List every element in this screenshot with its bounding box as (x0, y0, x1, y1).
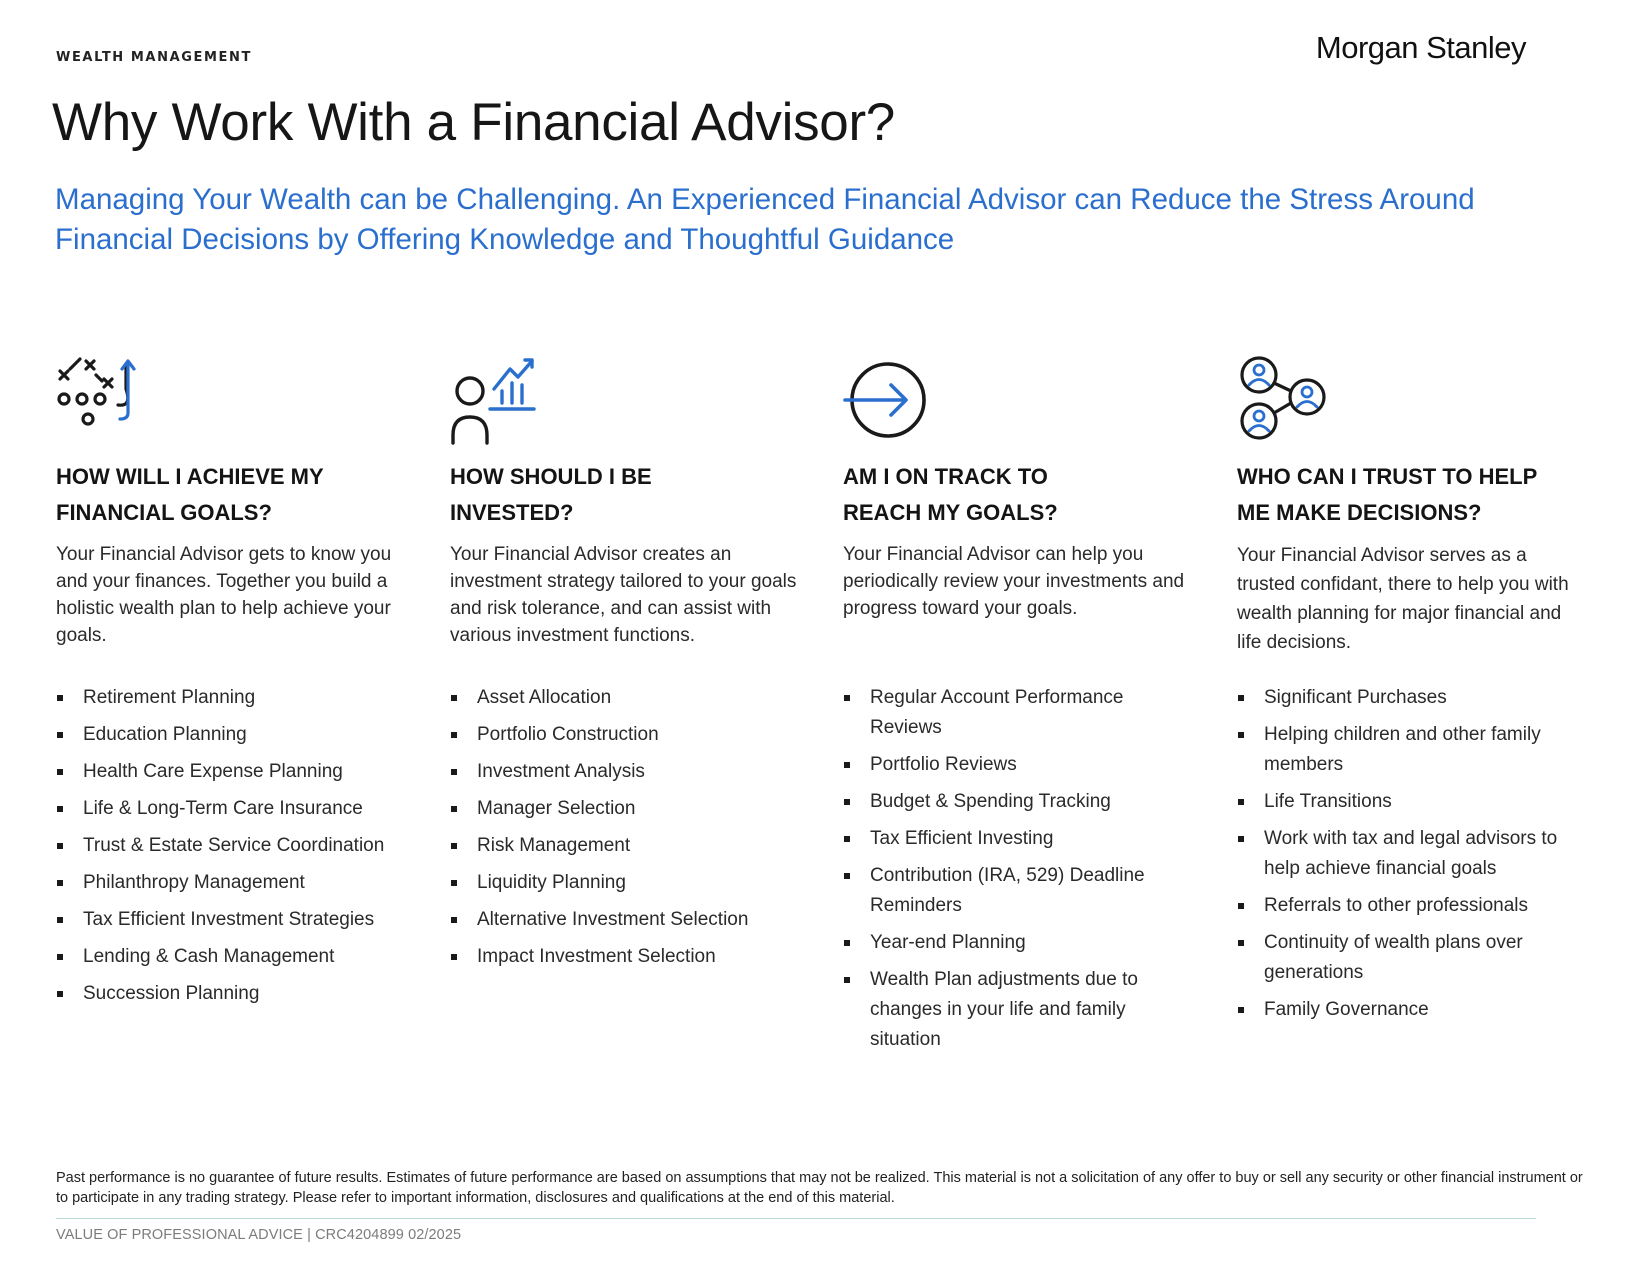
list-item: Continuity of wealth plans over generations (1237, 928, 1534, 988)
list-item: Liquidity Planning (450, 868, 800, 898)
list-item: Family Governance (1237, 995, 1597, 1025)
list-item: Trust & Estate Service Coordination (56, 831, 406, 861)
person-chart-icon (450, 355, 800, 449)
list-item: Health Care Expense Planning (56, 757, 406, 787)
strategy-play-icon (56, 355, 406, 449)
list-item: Portfolio Reviews (843, 750, 1153, 780)
list-item: Succession Planning (56, 979, 406, 1009)
list-item: Education Planning (56, 720, 406, 750)
list-item: Budget & Spending Tracking (843, 787, 1153, 817)
list-item: Life & Long-Term Care Insurance (56, 794, 406, 824)
list-item: Regular Account Performance Reviews (843, 683, 1153, 743)
service-list (450, 683, 800, 972)
list-item: Lending & Cash Management (56, 942, 406, 972)
list-item: Asset Allocation (450, 683, 800, 713)
footer-label: VALUE OF PROFESSIONAL ADVICE | CRC4204899 02/2025 (56, 1227, 462, 1243)
list-item: Contribution (IRA, 529) Deadline Reminders (843, 861, 1153, 921)
list-item: Risk Management (450, 831, 800, 861)
column-body: Your Financial Advisor serves as a trusted confidant, there to help you with wealth planning for major financial and life decisions. (1237, 545, 1569, 653)
list-item: Manager Selection (450, 794, 800, 824)
column-on-track (843, 355, 1193, 1062)
people-network-icon (1237, 355, 1587, 449)
column-achieve-goals (56, 355, 406, 1016)
list-item: Significant Purchases (1237, 683, 1597, 713)
list-item: Alternative Investment Selection (450, 905, 800, 935)
eyebrow-label: WEALTH MANAGEMENT (56, 50, 252, 65)
list-item: Portfolio Construction (450, 720, 800, 750)
list-item: Helping children and other family members (1237, 720, 1544, 780)
list-item: Investment Analysis (450, 757, 800, 787)
list-item: Philanthropy Management (56, 868, 406, 898)
brand-logo: Morgan Stanley (1315, 30, 1526, 65)
column-body: Your Financial Advisor gets to know you and your finances. Together you build a holistic wealth plan to help achieve your goals. (56, 544, 392, 646)
list-item: Impact Investment Selection (450, 942, 800, 972)
list-item: Life Transitions (1237, 787, 1597, 817)
footer-divider (56, 1218, 1536, 1219)
list-item: Year-end Planning (843, 928, 1153, 958)
column-invested (450, 355, 800, 979)
column-heading: HOW WILL I ACHIEVE MY FINANCIAL GOALS? (56, 464, 324, 525)
column-trust (1237, 355, 1587, 1032)
column-body: Your Financial Advisor can help you periodically review your investments and progress toward your goals. (843, 544, 1185, 619)
service-list (56, 683, 406, 1009)
list-item: Retirement Planning (56, 683, 406, 713)
list-item: Tax Efficient Investment Strategies (56, 905, 406, 935)
service-list (843, 683, 1153, 1055)
list-item: Referrals to other professionals (1237, 891, 1597, 921)
list-item: Work with tax and legal advisors to help achieve financial goals (1237, 824, 1597, 884)
arrow-circle-icon (843, 355, 1193, 449)
column-heading: WHO CAN I TRUST TO HELP ME MAKE DECISIONS? (1237, 464, 1538, 525)
column-heading: HOW SHOULD I BE INVESTED? (450, 464, 652, 525)
list-item: Tax Efficient Investing (843, 824, 1153, 854)
service-list (1237, 683, 1597, 1025)
list-item: Wealth Plan adjustments due to changes in your life and family situation (843, 965, 1153, 1055)
column-body: Your Financial Advisor creates an investment strategy tailored to your goals and risk tolerance, and can assist with various investment functions. (450, 544, 797, 646)
page-title: Why Work With a Financial Advisor? (52, 93, 895, 152)
page-subtitle: Managing Your Wealth can be Challenging. An Experienced Financial Advisor can Reduce the Stress Around Financial Decisions by Offering Knowledge and Thoughtful Guidance (55, 183, 1475, 256)
disclaimer: Past performance is no guarantee of future results. Estimates of future performance are based on assumptions that may not be realized. This material is not a solicitation of any offer to buy or sell any security or other financial instrument or to participate in any trading strategy. Please refer to important information, disclosures and qualifications at the end of this material. (56, 1170, 1583, 1206)
column-heading: AM I ON TRACK TO REACH MY GOALS? (843, 464, 1058, 525)
